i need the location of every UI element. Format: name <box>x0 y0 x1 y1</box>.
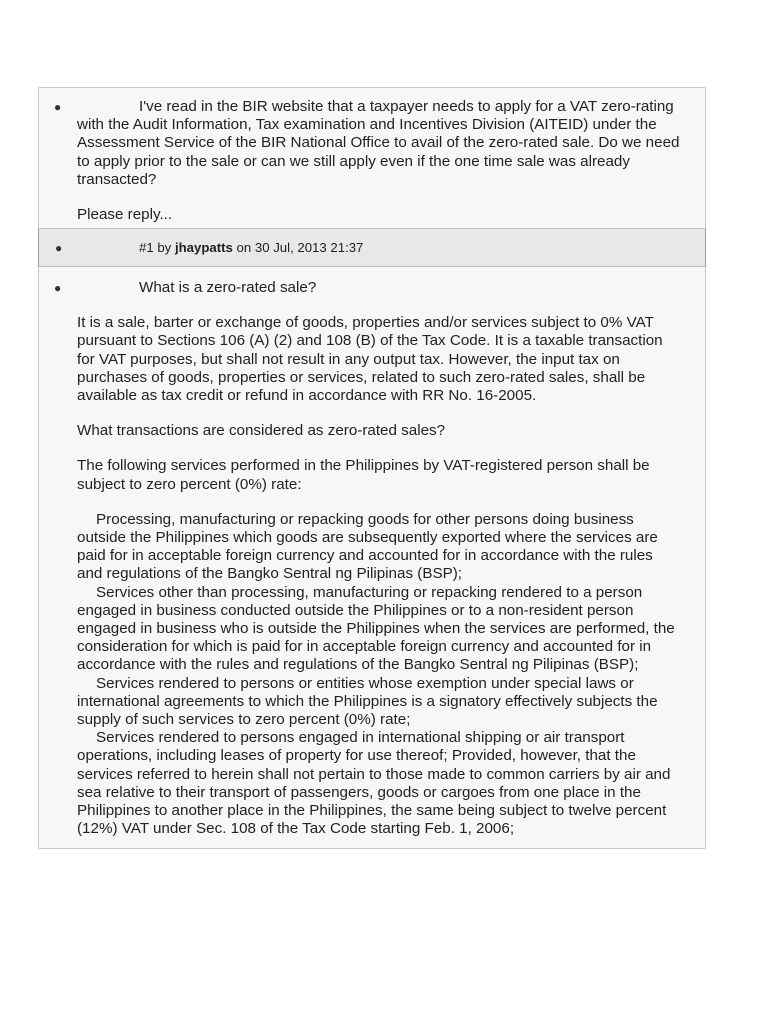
answer-post <box>39 267 705 848</box>
list-item: Services rendered to persons engaged in international shipping or air transport operations, including leases of property for use thereof; Provided, however, that the services referred to herein shall not pertain to those made to common carriers by air and sea relative to their transport of passengers, goods or cargoes from one place in the Philippines to another place in the Philippines, the same being subject to twelve percent (12%) VAT under Sec. 108 of the Tax Code starting Feb. 1, 2006; <box>77 729 671 838</box>
list-item: Processing, manufacturing or repacking goods for other persons doing business outside the Philippines which goods are subsequently exported where the services are paid for in acceptable foreign currency and accounted for in accordance with the rules and regulations of the Bangko Sentral ng Pilipinas (BSP); <box>77 510 658 583</box>
bullet-icon: ● <box>54 281 62 295</box>
question-post <box>39 88 705 228</box>
bullet-icon: ● <box>55 241 63 255</box>
author-link[interactable]: jhaypatts <box>174 240 233 255</box>
answer-definition: It is a sale, barter or exchange of goods, properties and/or services subject to 0% VAT pursuant to Sections 106 (A) (2) and 108 (B) of the Tax Code. It is a taxable transaction for VAT purposes, but shall not result in any output tax. However, the input tax on purchases of goods, properties or services, related to such zero-rated sales, shall be available as tax credit or refund in accordance with RR No. 16-2005. <box>77 314 663 405</box>
on-label: on <box>236 240 252 255</box>
reply-meta-bar <box>38 228 706 267</box>
post-timestamp: 30 Jul, 2013 21:37 <box>254 240 364 255</box>
list-item: Services other than processing, manufacturing or repacking rendered to a person engaged in business conducted outside the Philippines or to a non-resident person engaged in business who is outside the Philippines when the services are performed, the consideration for which is paid for in acceptable foreign currency and accounted for in accordance with the rules and regulations of the Bangko Sentral ng Pilipinas (BSP); <box>77 583 675 674</box>
list-item: Services rendered to persons or entities whose exemption under special laws or international agreements to which the Philippines is a signatory effectively subjects the supply of such services to zero percent (0%) rate; <box>77 674 658 729</box>
thread-container <box>38 87 706 849</box>
answer-heading: What is a zero-rated sale? <box>139 279 317 296</box>
reply-meta <box>139 240 363 255</box>
question-text: I've read in the BIR website that a taxpayer needs to apply for a VAT zero-rating with the Audit Information, Tax examination and Incentives Division (AITEID) under the Assessment Service of the BIR National Office to avail of the zero-rated sale. Do we need to apply prior to the sale or can we still apply even if the one time sale was already transacted? <box>77 98 680 188</box>
question-followup: Please reply... <box>77 206 173 224</box>
answer-question: What transactions are considered as zero-rated sales? <box>77 422 446 440</box>
bullet-icon: ● <box>54 100 62 114</box>
post-number[interactable]: #1 <box>139 240 154 255</box>
answer-intro: The following services performed in the Philippines by VAT-registered person shall be subject to zero percent (0%) rate: <box>77 457 650 493</box>
by-label: by <box>157 240 172 255</box>
